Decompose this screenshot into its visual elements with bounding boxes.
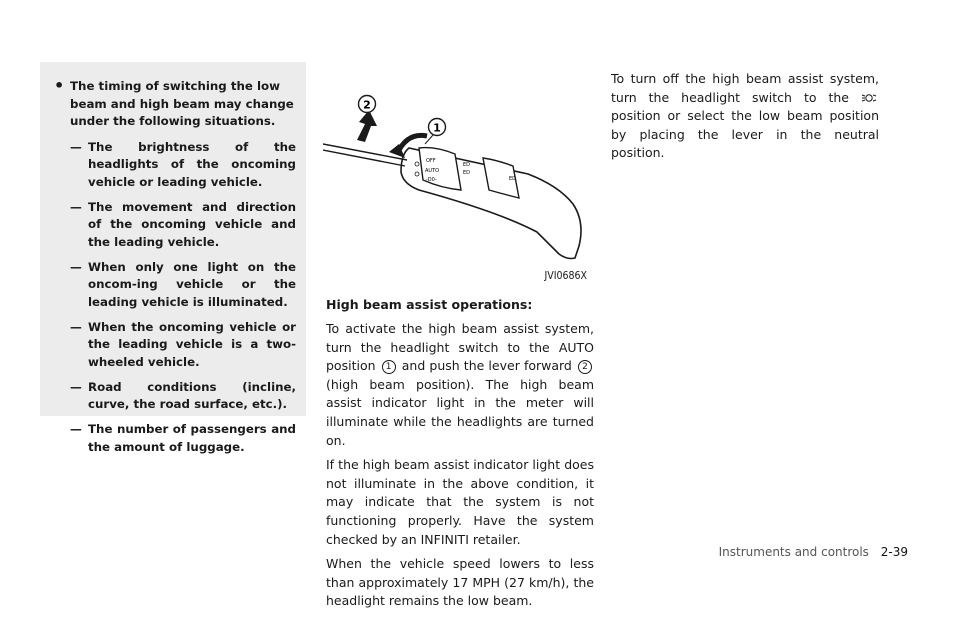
dash-icon: — xyxy=(70,422,82,436)
page-number: 2-39 xyxy=(880,545,908,559)
turn-off-paragraph xyxy=(611,70,879,163)
list-item-text: When only one light on the oncom-ing vehicle or the leading vehicle is illuminated. xyxy=(88,259,296,309)
high-beam-assist-section xyxy=(326,296,594,617)
dash-icon: — xyxy=(70,319,82,334)
list-item-text: The brightness of the headlights of the oncoming vehicle or leading vehicle. xyxy=(88,139,296,189)
note-box xyxy=(40,62,306,454)
turn-off-section xyxy=(611,70,879,163)
callout-1-ref: 1 xyxy=(382,360,396,374)
speed-paragraph: When the vehicle speed lowers to less than approximately 17 MPH (27 km/h), the headlight remains the low beam. xyxy=(326,556,594,609)
lever-label: OFF xyxy=(426,158,436,164)
callout-2: 2 xyxy=(363,98,371,112)
bullet-text: The timing of switching the low beam and high beam may change under the following situations. xyxy=(70,79,294,128)
list-item xyxy=(70,199,296,252)
dash-icon: — xyxy=(70,139,82,154)
section-heading: High beam assist operations: xyxy=(326,297,533,312)
activate-paragraph xyxy=(326,320,594,450)
list-item-text: When the oncoming vehicle or the leading vehicle is a two-wheeled vehicle. xyxy=(88,319,296,369)
list-item-text: Road conditions (incline, curve, the road surface, etc.). xyxy=(88,379,296,411)
list-item xyxy=(70,139,296,192)
figure-code: JVI0686X xyxy=(544,270,587,282)
headlight-lever-figure xyxy=(323,62,593,284)
lever-label: ED xyxy=(463,162,471,168)
paragraph-text: (high beam position). The high beam assist indicator light in the meter will illuminate while the headlights are turned on. xyxy=(326,376,594,448)
lever-label: -D0- xyxy=(426,177,437,183)
dash-icon: — xyxy=(70,199,82,214)
paragraph-text: and push the lever forward xyxy=(401,358,572,374)
page-footer xyxy=(719,545,908,559)
indicator-paragraph: If the high beam assist indicator light does not illuminate in the above condition, it may indicate that the system is not functioning properly. Have the system checked by an INFINITI retailer. xyxy=(326,457,594,547)
list-item-text: The movement and direction of the oncoming vehicle and the leading vehicle. xyxy=(88,199,296,249)
callout-2-ref: 2 xyxy=(578,360,592,374)
callout-1: 1 xyxy=(433,121,441,135)
dash-icon: — xyxy=(70,259,82,274)
bullet-item xyxy=(54,76,296,131)
list-item xyxy=(70,421,296,456)
list-item-text: The number of passengers and the amount of luggage. xyxy=(88,422,296,454)
list-item xyxy=(70,319,296,372)
paragraph-text: To turn off the high beam assist system, turn the headlight switch to the xyxy=(611,71,879,105)
footer-section: Instruments and controls xyxy=(718,545,869,559)
lever-label: ED xyxy=(509,176,517,182)
lever-label: AUTO xyxy=(425,168,440,174)
list-item xyxy=(70,259,296,312)
situation-list xyxy=(70,139,296,457)
paragraph-text: position or select the low beam position by placing the lever in the neutral position. xyxy=(611,108,879,161)
paragraph-text: To activate the high beam assist system, turn the headlight switch to the AUTO position xyxy=(326,321,594,374)
headlight-lever-illustration xyxy=(323,62,593,284)
light-off-icon xyxy=(861,90,879,100)
lever-label: ED xyxy=(463,170,471,176)
list-item xyxy=(70,379,296,414)
bullet-icon: • xyxy=(54,76,65,95)
dash-icon: — xyxy=(70,379,82,394)
